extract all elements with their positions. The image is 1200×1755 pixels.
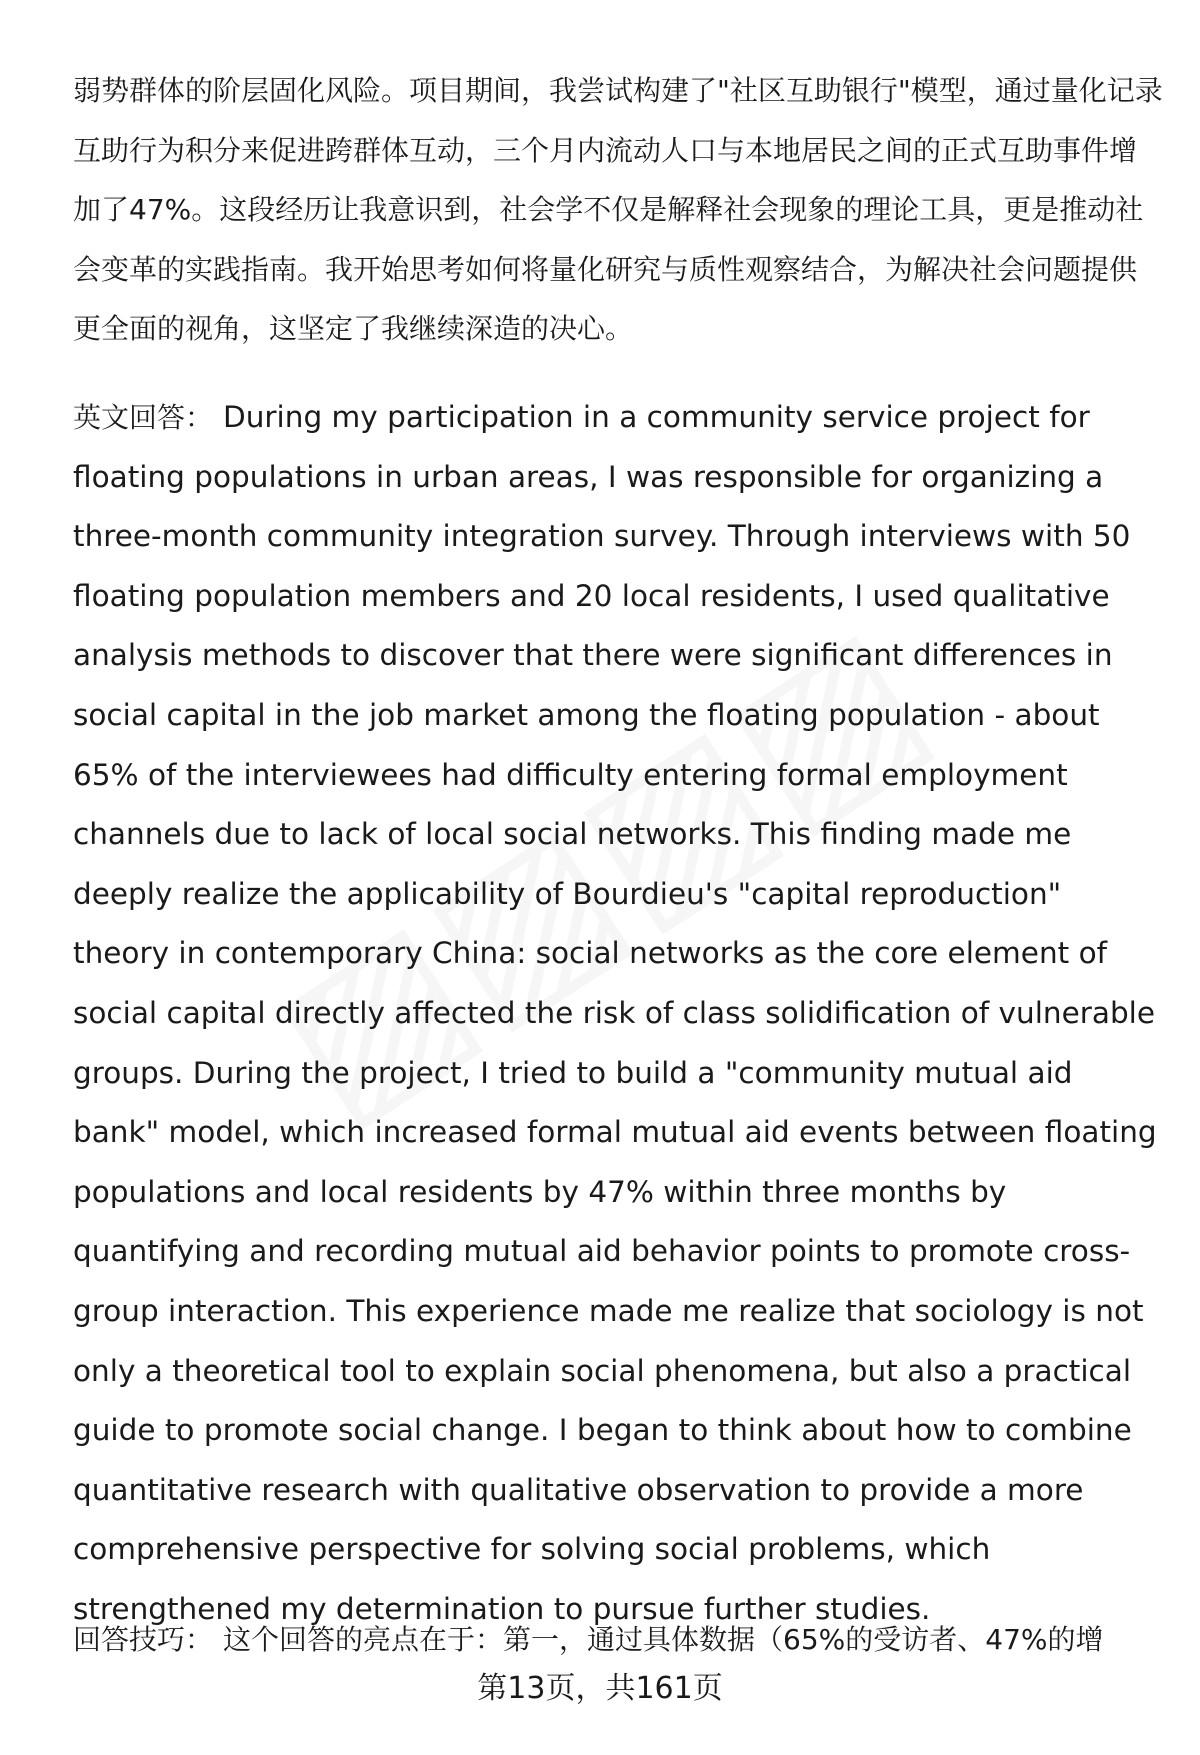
answer-tips-text: 这个回答的亮点在于：第一，通过具体数据（65%的受访者、47%的增 [223,1623,1104,1656]
chinese-paragraph: 弱势群体的阶层固化风险。项目期间，我尝试构建了"社区互助银行"模型，通过量化记录互助行为积分来促进跨群体互动，三个月内流动人口与本地居民之间的正式互助事件增加了47%。这段经历让我意识到，社会学不仅是解释社会现象的理论工具，更是推动社会变革的实践指南。我开始思考如何将量化研究与质性观察结合，为解决社会问题提供更全面的视角，这坚定了我继续深造的决心。 [73,74,1163,346]
answer-tips-label: 回答技巧： [73,1623,214,1656]
english-answer-text: During my participation in a community service project for floating populations in urban areas, I was responsible for organizing a three-month community integration survey. Through interviews with 50 floating population members and 20 local residents, I used qualitative analysis methods to discover that there were significant differences in social capital in the job market among the floating population - about 65% of the interviewees had difficulty entering formal employment channels due to lack of local social networks. This finding made me deeply realize the applicability of Bourdieu's "capital reproduction" theory in contemporary China: social networks as the core element of social capital directly affected the risk of class solidification of vulnerable groups. During the project, I tried to build a "community mutual aid bank" model, which increased formal mutual aid events between floating populations and local residents by 47% within three months by quantifying and recording mutual aid behavior points to promote cross-group interaction. This experience made me realize that sociology is not only a theoretical tool to explain social phenomena, but also a practical guide to promote social change. I began to think about how to combine quantitative research with qualitative observation to provide a more comprehensive perspective for solving social problems, which strengthened my determination to pursue further studies. [73,400,1157,1626]
english-answer-label: 英文回答： [73,401,214,434]
page-number: 第13页，共161页 [477,1671,723,1706]
english-answer [73,388,1163,1639]
answer-tips [73,1610,1163,1670]
